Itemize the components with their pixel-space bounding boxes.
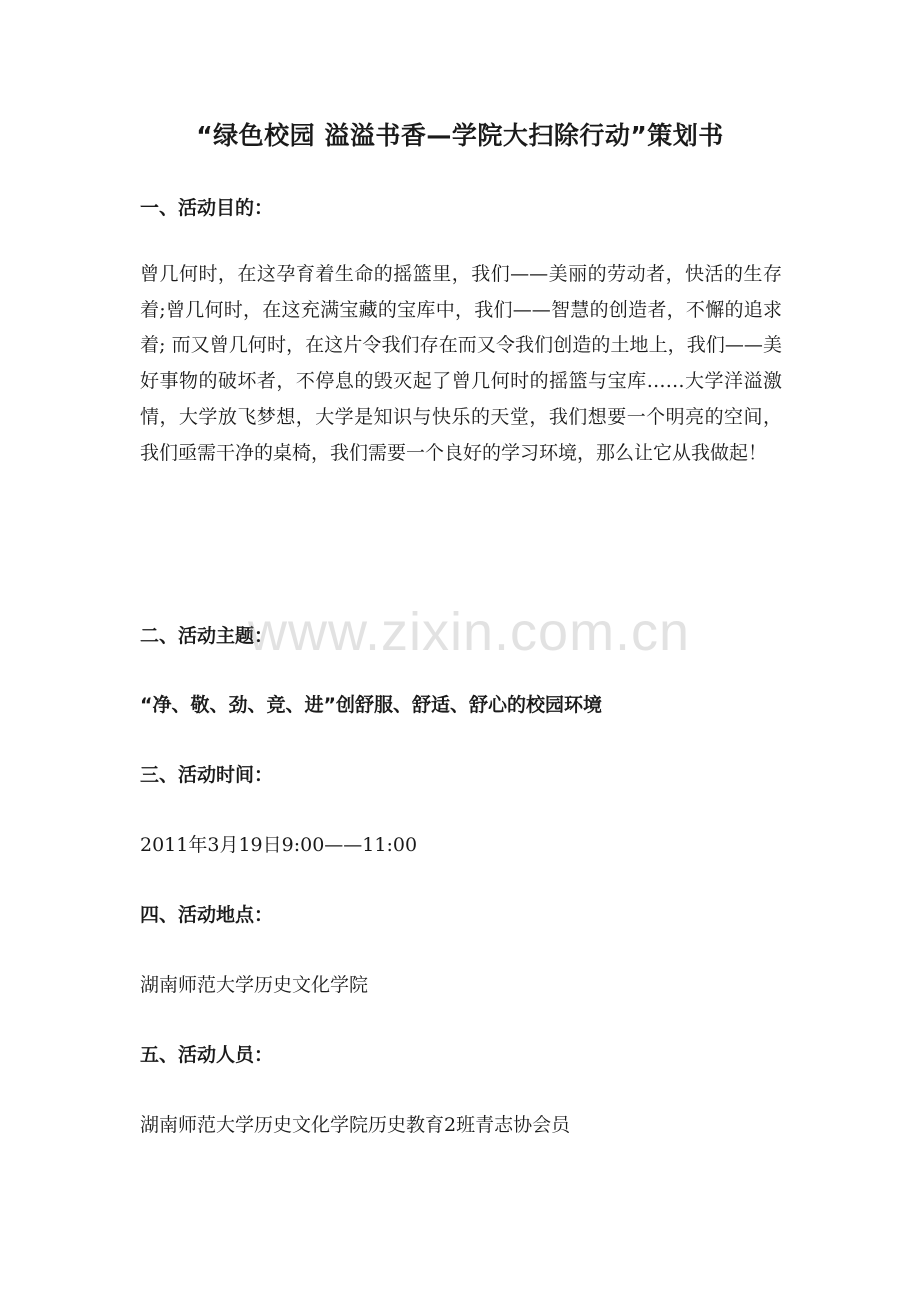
section-body-purpose: 曾几何时，在这孕育着生命的摇篮里，我们——美丽的劳动者，快活的生存着;曾几何时，在这充满宝藏的宝库中，我们——智慧的创造者，不懈的追求着; 而又曾几何时，在这片令我们存在而又令我们创造的土地上，我们——美好事物的破坏者，不停息的毁灭起了曾几何时的摇篮与宝库……大学洋溢激情，大学放飞梦想，大学是知识与快乐的天堂，我们想要一个明亮的空间，我们亟需干净的桌椅，我们需要一个良好的学习环境，那么让它从我做起！ (140, 263, 782, 464)
section-heading-purpose: 一、活动目的： (140, 197, 274, 219)
section-body-time: 2011年3月19日9:00——11:00 (140, 834, 418, 856)
section-body-participants: 湖南师范大学历史文化学院历史教育2班青志协会员 (140, 1114, 571, 1136)
section-heading-time: 三、活动时间： (140, 764, 274, 786)
section-heading-theme: 二、活动主题： (140, 625, 274, 647)
watermark: www.zixin.com.cn (248, 602, 691, 662)
section-heading-location: 四、活动地点： (140, 904, 274, 926)
section-body-theme: “净、敬、劲、竞、进”创舒服、舒适、舒心的校园环境 (140, 694, 602, 716)
document-title: “绿色校园 溢溢书香—学院大扫除行动”策划书 (196, 121, 724, 150)
section-heading-participants: 五、活动人员： (140, 1044, 274, 1066)
section-body-location: 湖南师范大学历史文化学院 (140, 974, 369, 996)
